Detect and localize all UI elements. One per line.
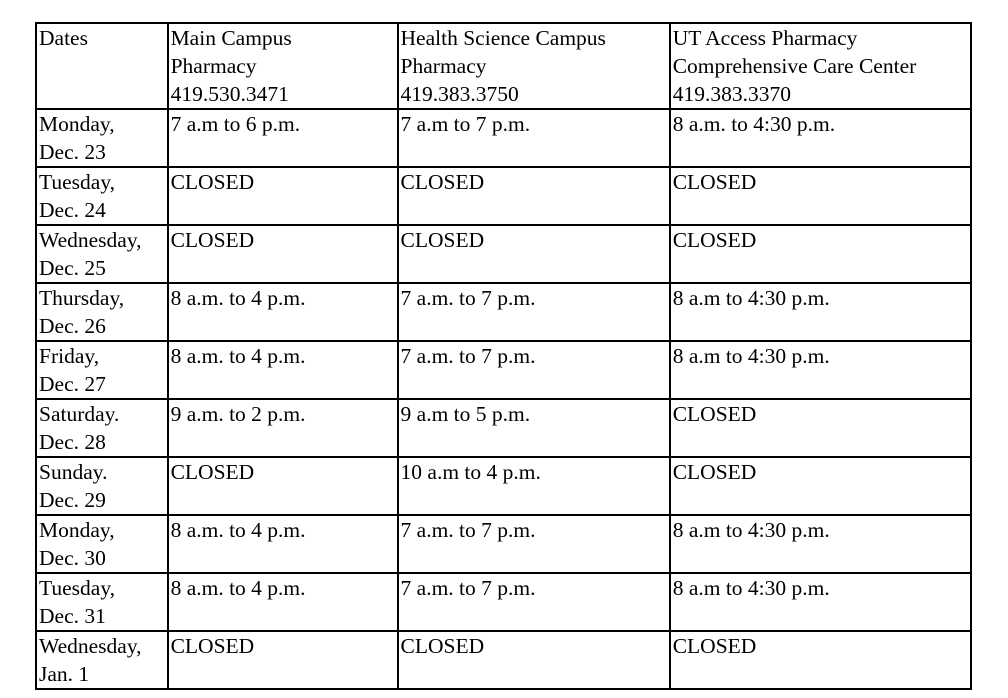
ut-access-hours-cell	[670, 399, 971, 457]
hours-text: 8 a.m to 4:30 p.m.	[672, 576, 830, 600]
table-row	[36, 515, 971, 573]
health-science-hours-cell	[398, 283, 670, 341]
table-row	[36, 399, 971, 457]
hours-text: CLOSED	[400, 170, 485, 194]
cell-line: Sunday.	[39, 460, 108, 484]
header-cell-health-science	[398, 23, 670, 109]
table-row	[36, 341, 971, 399]
cell-line: Wednesday,	[39, 228, 142, 252]
main-campus-hours-cell	[168, 631, 398, 689]
health-science-hours-cell	[398, 399, 670, 457]
cell-line: Tuesday,	[39, 170, 116, 194]
cell-line: Monday,	[39, 112, 115, 136]
table-row	[36, 457, 971, 515]
cell-line: Dec. 30	[39, 546, 106, 570]
cell-line: 419.383.3370	[672, 82, 791, 106]
cell-line: Main Campus	[170, 26, 292, 50]
cell-line: 419.383.3750	[400, 82, 519, 106]
hours-text: 8 a.m to 4:30 p.m.	[672, 518, 830, 542]
main-campus-hours-cell	[168, 225, 398, 283]
hours-text: CLOSED	[400, 228, 485, 252]
date-cell	[36, 457, 168, 515]
cell-line: Dec. 26	[39, 314, 106, 338]
health-science-hours-cell	[398, 225, 670, 283]
date-cell	[36, 225, 168, 283]
ut-access-hours-cell	[670, 631, 971, 689]
ut-access-hours-cell	[670, 515, 971, 573]
cell-line: Health Science Campus	[400, 26, 606, 50]
pharmacy-hours-table	[35, 22, 972, 690]
table-row	[36, 167, 971, 225]
ut-access-hours-cell	[670, 225, 971, 283]
date-cell	[36, 515, 168, 573]
cell-line: 419.530.3471	[170, 82, 289, 106]
table-body	[36, 23, 971, 689]
hours-text: CLOSED	[672, 634, 757, 658]
main-campus-hours-cell	[168, 457, 398, 515]
hours-text: CLOSED	[672, 170, 757, 194]
main-campus-hours-cell	[168, 167, 398, 225]
hours-text: 7 a.m to 7 p.m.	[400, 112, 531, 136]
cell-line: Dates	[39, 26, 88, 50]
cell-line: Tuesday,	[39, 576, 116, 600]
hours-text: CLOSED	[400, 634, 485, 658]
table-row	[36, 225, 971, 283]
hours-text: 9 a.m. to 2 p.m.	[170, 402, 306, 426]
date-cell	[36, 109, 168, 167]
table-row	[36, 109, 971, 167]
hours-text: CLOSED	[672, 402, 757, 426]
hours-text: CLOSED	[672, 460, 757, 484]
health-science-hours-cell	[398, 631, 670, 689]
hours-text: 7 a.m. to 7 p.m.	[400, 344, 536, 368]
hours-text: CLOSED	[170, 460, 255, 484]
cell-line: Dec. 31	[39, 604, 106, 628]
cell-line: Dec. 23	[39, 140, 106, 164]
date-cell	[36, 283, 168, 341]
cell-line: Dec. 24	[39, 198, 106, 222]
cell-line: Dec. 29	[39, 488, 106, 512]
hours-text: CLOSED	[170, 228, 255, 252]
cell-line: Pharmacy	[170, 54, 257, 78]
table-row	[36, 283, 971, 341]
hours-text: 8 a.m to 4:30 p.m.	[672, 344, 830, 368]
hours-text: 9 a.m to 5 p.m.	[400, 402, 531, 426]
ut-access-hours-cell	[670, 167, 971, 225]
cell-line: Dec. 25	[39, 256, 106, 280]
cell-line: UT Access Pharmacy	[672, 26, 858, 50]
health-science-hours-cell	[398, 573, 670, 631]
hours-text: CLOSED	[170, 170, 255, 194]
header-cell-dates	[36, 23, 168, 109]
hours-text: 7 a.m. to 7 p.m.	[400, 576, 536, 600]
table-row	[36, 631, 971, 689]
main-campus-hours-cell	[168, 341, 398, 399]
cell-line: Comprehensive Care Center	[672, 54, 917, 78]
ut-access-hours-cell	[670, 283, 971, 341]
table-row	[36, 573, 971, 631]
health-science-hours-cell	[398, 109, 670, 167]
health-science-hours-cell	[398, 167, 670, 225]
cell-line: Friday,	[39, 344, 100, 368]
hours-text: CLOSED	[170, 634, 255, 658]
main-campus-hours-cell	[168, 109, 398, 167]
hours-text: 7 a.m. to 7 p.m.	[400, 518, 536, 542]
date-cell	[36, 631, 168, 689]
cell-line: Saturday.	[39, 402, 120, 426]
hours-text: 8 a.m to 4:30 p.m.	[672, 286, 830, 310]
cell-line: Jan. 1	[39, 662, 90, 686]
hours-text: 8 a.m. to 4 p.m.	[170, 518, 306, 542]
header-cell-main-campus	[168, 23, 398, 109]
main-campus-hours-cell	[168, 283, 398, 341]
hours-text: 8 a.m. to 4 p.m.	[170, 344, 306, 368]
hours-text: 7 a.m. to 7 p.m.	[400, 286, 536, 310]
hours-text: 10 a.m to 4 p.m.	[400, 460, 541, 484]
main-campus-hours-cell	[168, 515, 398, 573]
main-campus-hours-cell	[168, 573, 398, 631]
health-science-hours-cell	[398, 457, 670, 515]
date-cell	[36, 167, 168, 225]
ut-access-hours-cell	[670, 457, 971, 515]
date-cell	[36, 341, 168, 399]
cell-line: Dec. 27	[39, 372, 106, 396]
health-science-hours-cell	[398, 341, 670, 399]
cell-line: Pharmacy	[400, 54, 487, 78]
hours-text: 7 a.m to 6 p.m.	[170, 112, 301, 136]
hours-text: 8 a.m. to 4 p.m.	[170, 576, 306, 600]
header-cell-ut-access	[670, 23, 971, 109]
hours-text: 8 a.m. to 4 p.m.	[170, 286, 306, 310]
date-cell	[36, 399, 168, 457]
ut-access-hours-cell	[670, 573, 971, 631]
cell-line: Wednesday,	[39, 634, 142, 658]
cell-line: Monday,	[39, 518, 115, 542]
hours-text: CLOSED	[672, 228, 757, 252]
header-row	[36, 23, 971, 109]
date-cell	[36, 573, 168, 631]
cell-line: Dec. 28	[39, 430, 106, 454]
hours-text: 8 a.m. to 4:30 p.m.	[672, 112, 836, 136]
main-campus-hours-cell	[168, 399, 398, 457]
health-science-hours-cell	[398, 515, 670, 573]
ut-access-hours-cell	[670, 341, 971, 399]
cell-line: Thursday,	[39, 286, 125, 310]
ut-access-hours-cell	[670, 109, 971, 167]
